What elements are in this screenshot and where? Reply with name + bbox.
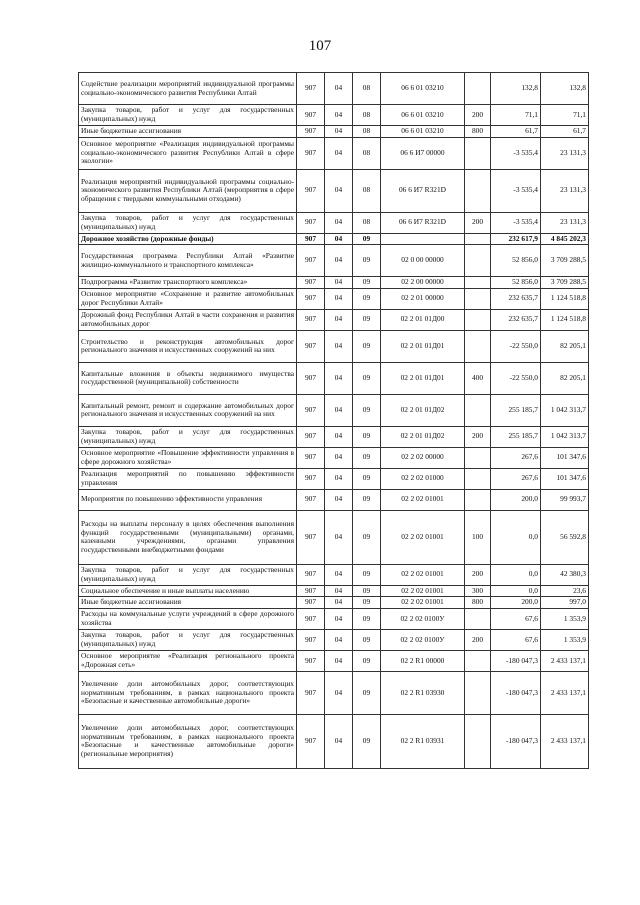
amount-total: 82 205,1 [541,362,589,394]
row-name: Реализация мероприятий индивидуальной программы социально-экономического развития Республики Алтай (мероприятия в сфере обращения с твердыми коммунальными отходами) [79,169,297,212]
amount-change: 61,7 [491,126,541,138]
amount-change: 67,6 [491,629,541,650]
expense-type-code [465,650,491,671]
row-name: Основное мероприятие «Реализация индивидуальной программы социально-экономического развития Республики Алтай в сфере экологии» [79,137,297,169]
expense-type-code: 200 [465,629,491,650]
subsection-code: 09 [353,288,381,309]
admin-code: 907 [297,309,325,330]
admin-code: 907 [297,169,325,212]
admin-code: 907 [297,73,325,105]
admin-code: 907 [297,468,325,489]
admin-code: 907 [297,650,325,671]
row-name: Увеличение доли автомобильных дорог, соответствующих нормативным требованиям, в рамках национального проекта «Безопасные и качественные автомобильные дороги» [79,671,297,714]
table-row [79,137,589,169]
amount-total: 1 124 518,8 [541,309,589,330]
admin-code: 907 [297,714,325,768]
table-row [79,671,589,714]
amount-change: 0,0 [491,585,541,597]
section-code: 04 [325,330,353,362]
admin-code: 907 [297,489,325,510]
subsection-code: 09 [353,585,381,597]
expense-type-code: 200 [465,212,491,233]
amount-total: 1 042 313,7 [541,394,589,426]
section-code: 04 [325,394,353,426]
admin-code: 907 [297,362,325,394]
row-name: Реализация мероприятий по повышению эффективности управления [79,468,297,489]
subsection-code: 09 [353,564,381,585]
expense-type-code [465,288,491,309]
subsection-code: 09 [353,629,381,650]
row-name: Иные бюджетные ассигнования [79,126,297,138]
target-article-code: 02 2 02 01001 [381,564,465,585]
section-code: 04 [325,489,353,510]
expense-type-code [465,671,491,714]
section-code: 04 [325,137,353,169]
table-row [79,233,589,245]
subsection-code: 09 [353,714,381,768]
section-code: 04 [325,714,353,768]
row-name: Закупка товаров, работ и услуг для государственных (муниципальных) нужд [79,426,297,447]
row-name: Расходы на коммунальные услуги учреждений в сфере дорожного хозяйства [79,608,297,629]
table-row [79,650,589,671]
amount-total: 23 131,3 [541,212,589,233]
expense-type-code [465,330,491,362]
admin-code: 907 [297,394,325,426]
section-code: 04 [325,510,353,564]
table-row [79,309,589,330]
table-row [79,714,589,768]
expense-type-code [465,489,491,510]
amount-total: 1 353,9 [541,629,589,650]
section-code: 04 [325,309,353,330]
table-row [79,447,589,468]
amount-total: 23 131,3 [541,137,589,169]
target-article-code: 02 2 02 01001 [381,489,465,510]
subsection-code: 09 [353,233,381,245]
budget-table [78,72,589,769]
target-article-code: 02 2 02 0100У [381,608,465,629]
subsection-code: 09 [353,447,381,468]
subsection-code: 09 [353,597,381,609]
section-code: 04 [325,585,353,597]
section-code: 04 [325,426,353,447]
admin-code: 907 [297,288,325,309]
amount-total: 56 592,8 [541,510,589,564]
target-article-code: 02 2 00 00000 [381,277,465,289]
row-name: Закупка товаров, работ и услуг для государственных (муниципальных) нужд [79,212,297,233]
amount-change: -3 535,4 [491,212,541,233]
table-row [79,489,589,510]
target-article-code: 06 6 И7 R321D [381,169,465,212]
admin-code: 907 [297,447,325,468]
admin-code: 907 [297,510,325,564]
admin-code: 907 [297,426,325,447]
section-code: 04 [325,245,353,277]
amount-change: 267,6 [491,447,541,468]
row-name: Увеличение доли автомобильных дорог, соответствующих нормативным требованиям, в рамках национального проекта «Безопасные и качественные автомобильные дороги» (региональные мероприятия) [79,714,297,768]
amount-total: 42 380,3 [541,564,589,585]
row-name: Закупка товаров, работ и услуг для государственных (муниципальных) нужд [79,629,297,650]
page-number: 107 [308,38,332,54]
section-code: 04 [325,564,353,585]
amount-change: 52 856,0 [491,245,541,277]
amount-total: 82 205,1 [541,330,589,362]
row-name: Дорожный фонд Республики Алтай в части сохранения и развития автомобильных дорог [79,309,297,330]
amount-total: 71,1 [541,105,589,126]
table-row [79,105,589,126]
expense-type-code [465,277,491,289]
section-code: 04 [325,629,353,650]
expense-type-code [465,137,491,169]
target-article-code: 02 2 01 00000 [381,288,465,309]
admin-code: 907 [297,597,325,609]
table-row [79,330,589,362]
amount-change: -22 550,0 [491,330,541,362]
target-article-code: 06 6 И7 R321D [381,212,465,233]
subsection-code: 09 [353,650,381,671]
target-article-code: 02 2 R1 03931 [381,714,465,768]
expense-type-code: 400 [465,362,491,394]
target-article-code: 02 2 02 01001 [381,510,465,564]
admin-code: 907 [297,105,325,126]
expense-type-code [465,394,491,426]
target-article-code: 02 2 02 01000 [381,468,465,489]
expense-type-code: 200 [465,564,491,585]
subsection-code: 08 [353,73,381,105]
subsection-code: 08 [353,137,381,169]
row-name: Расходы на выплаты персоналу в целях обеспечения выполнения функций государственными (муниципальными) органами, казенными учреждениями, органами управления государственными внебюджетными фондами [79,510,297,564]
target-article-code: 02 0 00 00000 [381,245,465,277]
amount-total: 101 347,6 [541,468,589,489]
target-article-code: 06 6 01 03210 [381,126,465,138]
admin-code: 907 [297,608,325,629]
amount-change: 200,0 [491,489,541,510]
amount-total: 1 353,9 [541,608,589,629]
amount-change: 232 617,9 [491,233,541,245]
expense-type-code [465,608,491,629]
table-row [79,510,589,564]
expense-type-code: 800 [465,597,491,609]
table-row [79,245,589,277]
admin-code: 907 [297,330,325,362]
section-code: 04 [325,73,353,105]
admin-code: 907 [297,629,325,650]
target-article-code: 06 6 01 03210 [381,73,465,105]
amount-change: 52 856,0 [491,277,541,289]
section-code: 04 [325,650,353,671]
subsection-code: 09 [353,489,381,510]
amount-change: 67,6 [491,608,541,629]
admin-code: 907 [297,137,325,169]
budget-table-body [79,73,589,769]
amount-change: -22 550,0 [491,362,541,394]
subsection-code: 08 [353,169,381,212]
amount-total: 3 709 288,5 [541,277,589,289]
target-article-code: 02 2 02 01001 [381,585,465,597]
subsection-code: 09 [353,468,381,489]
target-article-code: 02 2 01 01Д00 [381,309,465,330]
amount-total: 2 433 137,1 [541,714,589,768]
expense-type-code [465,233,491,245]
amount-total: 4 845 202,3 [541,233,589,245]
amount-change: 0,0 [491,564,541,585]
amount-change: -180 047,3 [491,650,541,671]
expense-type-code [465,73,491,105]
row-name: Основное мероприятие «Сохранение и развитие автомобильных дорог Республики Алтай» [79,288,297,309]
amount-change: -3 535,4 [491,169,541,212]
target-article-code: 02 2 01 01Д02 [381,426,465,447]
section-code: 04 [325,233,353,245]
amount-total: 2 433 137,1 [541,650,589,671]
amount-total: 23 131,3 [541,169,589,212]
subsection-code: 09 [353,245,381,277]
table-row [79,212,589,233]
row-name: Иные бюджетные ассигнования [79,597,297,609]
target-article-code: 02 2 02 0100У [381,629,465,650]
amount-total: 101 347,6 [541,447,589,468]
amount-total: 997,0 [541,597,589,609]
admin-code: 907 [297,233,325,245]
table-row [79,426,589,447]
expense-type-code [465,447,491,468]
expense-type-code: 300 [465,585,491,597]
expense-type-code: 200 [465,105,491,126]
table-row [79,629,589,650]
row-name: Капитальные вложения в объекты недвижимого имущества государственной (муниципальной) собственности [79,362,297,394]
row-name: Закупка товаров, работ и услуг для государственных (муниципальных) нужд [79,105,297,126]
admin-code: 907 [297,277,325,289]
section-code: 04 [325,468,353,489]
amount-change: 200,0 [491,597,541,609]
admin-code: 907 [297,585,325,597]
expense-type-code [465,714,491,768]
row-name: Основное мероприятие «Реализация регионального проекта «Дорожная сеть» [79,650,297,671]
section-code: 04 [325,126,353,138]
subsection-code: 09 [353,510,381,564]
section-code: 04 [325,608,353,629]
amount-change: 255 185,7 [491,394,541,426]
table-row [79,585,589,597]
subsection-code: 09 [353,330,381,362]
section-code: 04 [325,277,353,289]
expense-type-code [465,169,491,212]
amount-change: 267,6 [491,468,541,489]
subsection-code: 09 [353,277,381,289]
amount-change: 232 635,7 [491,288,541,309]
section-code: 04 [325,671,353,714]
target-article-code: 02 2 02 01001 [381,597,465,609]
target-article-code: 02 2 02 00000 [381,447,465,468]
amount-change: -180 047,3 [491,671,541,714]
table-row [79,277,589,289]
expense-type-code: 200 [465,426,491,447]
subsection-code: 09 [353,362,381,394]
table-row [79,597,589,609]
amount-change: 232 635,7 [491,309,541,330]
amount-total: 1 124 518,8 [541,288,589,309]
subsection-code: 08 [353,105,381,126]
table-row [79,468,589,489]
amount-total: 3 709 288,5 [541,245,589,277]
amount-change: 71,1 [491,105,541,126]
table-row [79,608,589,629]
target-article-code: 02 2 01 01Д01 [381,330,465,362]
admin-code: 907 [297,126,325,138]
amount-change: 0,0 [491,510,541,564]
table-row [79,564,589,585]
row-name: Содействие реализации мероприятий индивидуальной программы социально-экономического развития Республики Алтай [79,73,297,105]
table-row [79,288,589,309]
table-row [79,362,589,394]
expense-type-code [465,309,491,330]
amount-change: -180 047,3 [491,714,541,768]
target-article-code: 06 6 01 03210 [381,105,465,126]
admin-code: 907 [297,671,325,714]
amount-change: -3 535,4 [491,137,541,169]
target-article-code: 02 2 01 01Д01 [381,362,465,394]
section-code: 04 [325,169,353,212]
section-code: 04 [325,597,353,609]
row-name: Дорожное хозяйство (дорожные фонды) [79,233,297,245]
target-article-code: 06 6 И7 00000 [381,137,465,169]
subsection-code: 08 [353,212,381,233]
expense-type-code: 800 [465,126,491,138]
row-name: Капитальный ремонт, ремонт и содержание автомобильных дорог регионального значения и искусственных сооружений на них [79,394,297,426]
expense-type-code [465,468,491,489]
admin-code: 907 [297,245,325,277]
subsection-code: 09 [353,671,381,714]
table-row [79,394,589,426]
table-row [79,73,589,105]
row-name: Подпрограмма «Развитие транспортного комплекса» [79,277,297,289]
amount-total: 1 042 313,7 [541,426,589,447]
amount-change: 132,8 [491,73,541,105]
amount-total: 2 433 137,1 [541,671,589,714]
admin-code: 907 [297,212,325,233]
expense-type-code: 100 [465,510,491,564]
target-article-code [381,233,465,245]
subsection-code: 08 [353,126,381,138]
section-code: 04 [325,212,353,233]
row-name: Мероприятия по повышению эффективности управления [79,489,297,510]
subsection-code: 09 [353,426,381,447]
section-code: 04 [325,288,353,309]
amount-total: 23,6 [541,585,589,597]
subsection-code: 09 [353,394,381,426]
row-name: Государственная программа Республики Алтай «Развитие жилищно-коммунального и транспортного комплекса» [79,245,297,277]
table-row [79,126,589,138]
amount-total: 132,8 [541,73,589,105]
section-code: 04 [325,362,353,394]
row-name: Основное мероприятие «Повышение эффективности управления в сфере дорожного хозяйства» [79,447,297,468]
amount-change: 255 185,7 [491,426,541,447]
table-row [79,169,589,212]
section-code: 04 [325,105,353,126]
subsection-code: 09 [353,309,381,330]
amount-total: 61,7 [541,126,589,138]
row-name: Закупка товаров, работ и услуг для государственных (муниципальных) нужд [79,564,297,585]
target-article-code: 02 2 R1 03930 [381,671,465,714]
subsection-code: 09 [353,608,381,629]
row-name: Социальное обеспечение и иные выплаты населению [79,585,297,597]
admin-code: 907 [297,564,325,585]
row-name: Строительство и реконструкция автомобильных дорог регионального значения и искусственных сооружений на них [79,330,297,362]
target-article-code: 02 2 R1 00000 [381,650,465,671]
target-article-code: 02 2 01 01Д02 [381,394,465,426]
amount-total: 99 993,7 [541,489,589,510]
section-code: 04 [325,447,353,468]
expense-type-code [465,245,491,277]
